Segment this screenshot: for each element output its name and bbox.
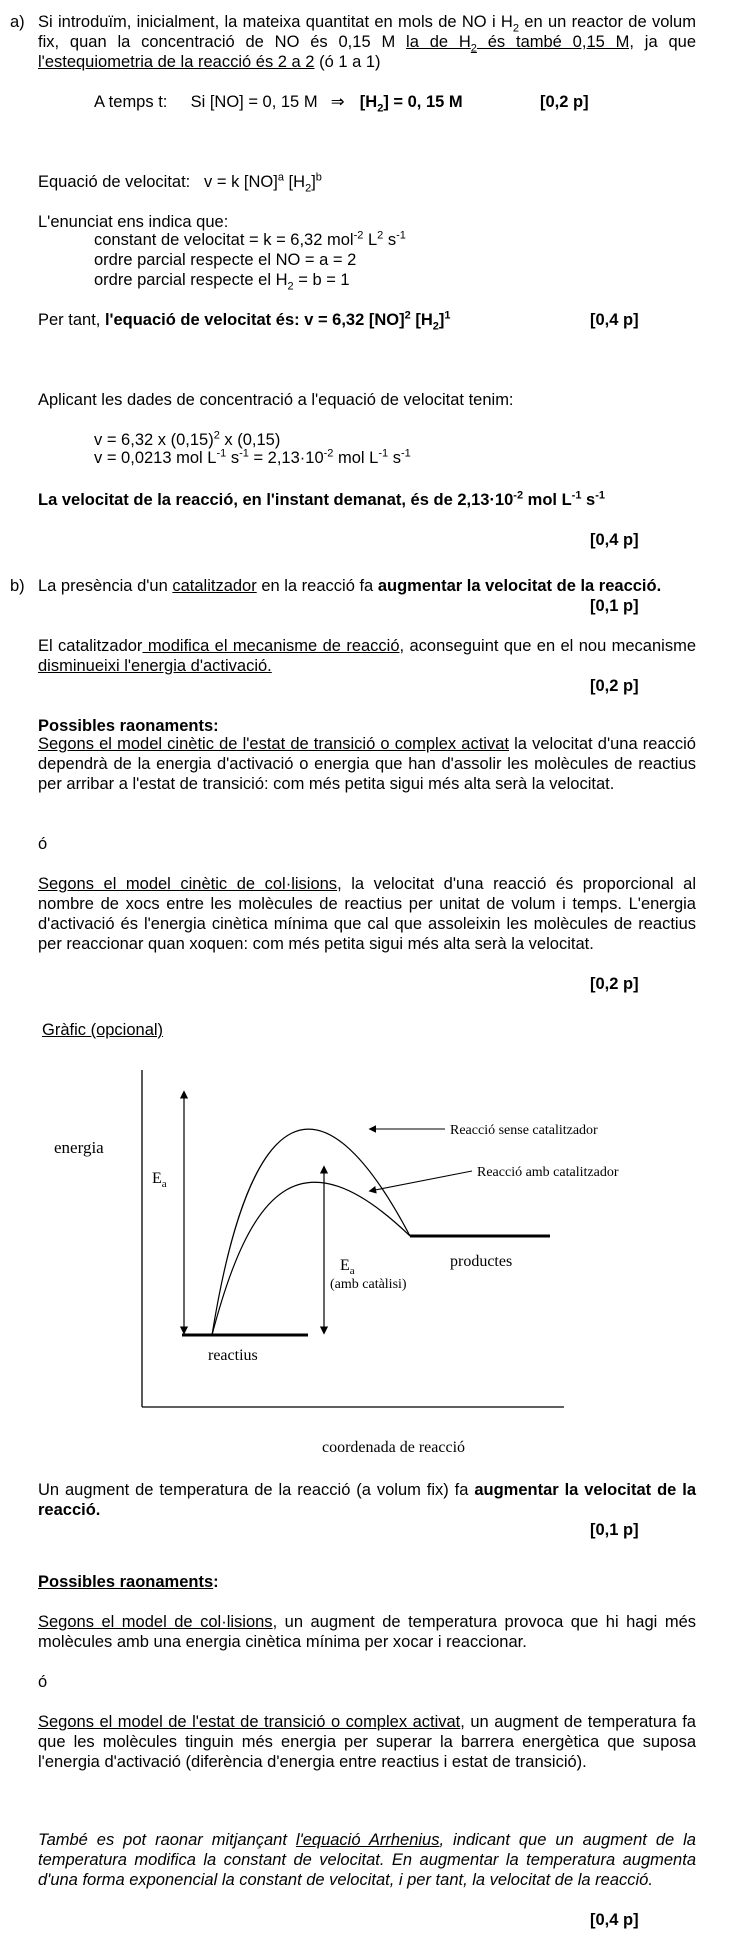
catalyst-line: La presència d'un catalitzador en la reacció fa augmentar la velocitat de la reacció. [38, 577, 662, 595]
temperature-line: Un augment de temperatura de la reacció (a volum fix) fa augmentar la velocitat de la reacció. [38, 1481, 696, 1519]
cat-curve-label: Reacció amb catalitzador [477, 1165, 619, 1180]
section-a-marker: a) [10, 13, 25, 31]
ea-label: $E_a$ [152, 1170, 167, 1190]
collision-temp-text: Segons el model de col·lisions, un augment de temperatura provoca que hi hagi més molècules amb una energia cinètica mínima per xocar i reaccionar. [38, 1613, 696, 1651]
energy-diagram [0, 1040, 742, 1460]
therefore-rate-eq: Per tant, l'equació de velocitat és: v = 6,32 [NO]$^2$ $[H_2]^1$ [38, 309, 451, 333]
reactants-label: reactius [208, 1347, 258, 1364]
collision-text: Segons el model cinètic de col·lisions, la velocitat d'una reacció és proporcional al nombre de xocs entre les molècules de reactius per unitat de volum i temps. L'energia d'activació és l'energia cinètica mínima que cal que assoleixin les molècules de reactius per reaccionar quan xoquen: com més petita sigui més alta serà la velocitat. [38, 875, 696, 953]
y-axis-label: energia [54, 1138, 104, 1157]
ea-cat-label: $E_a$ [340, 1257, 355, 1277]
order-no: ordre parcial respecte el NO = a = 2 [94, 251, 357, 269]
catalyzed-curve [212, 1182, 410, 1335]
section-b-marker: b) [10, 577, 25, 595]
applying-text: Aplicant les dades de concentració a l'equació de velocitat tenim: [38, 391, 514, 409]
or-separator-1: ó [38, 835, 48, 853]
points-a1: [0,2 p] [540, 93, 589, 111]
products-label: productes [450, 1253, 513, 1270]
points-b5: [0,4 p] [590, 1911, 639, 1929]
points-b1: [0,1 p] [590, 597, 639, 615]
uncatalyzed-curve [212, 1129, 410, 1335]
arrhenius-text: També es pot raonar mitjançant l'equació Arrhenius, indicant que un augment de la temperatura modifica la constant de velocitat. En augmentar la temperatura augmenta d'una forma exponencial la constant de velocitat, i per tant, la velocitat de la reacció. [38, 1831, 696, 1889]
rate-constant: constant de velocitat = k = 6,32 mol$^{-2}$ $L^2$ $s^{-1}$ [94, 229, 406, 249]
uncat-curve-label: Reacció sense catalitzador [450, 1123, 598, 1138]
reasoning-title: Possibles raonaments: [38, 717, 219, 735]
graph-title: Gràfic (opcional) [42, 1021, 164, 1039]
statement-intro: L'enunciat ens indica que: [38, 213, 229, 231]
section-a-intro: Si introduïm, inicialment, la mateixa quantitat en mols de NO i $H_2$ en un reactor de volum fix, quan la concentració de NO és 0,15 M la de $H_2$ és també 0,15 M, ja que l'estequiometria de la reacció és 2 a 2 (ó 1 a 1) [38, 13, 696, 71]
rate-result: La velocitat de la reacció, en l'instant demanat, és de $2,13\cdot 10^{-2}$ mol $L^{-1}$ $s^{-1}$ [38, 489, 605, 509]
points-b4: [0,1 p] [590, 1521, 639, 1539]
points-a3: [0,4 p] [590, 531, 639, 549]
x-axis-label: coordenada de reacció [322, 1439, 466, 1456]
points-a2: [0,4 p] [590, 311, 639, 329]
or-separator-2: ó [38, 1673, 48, 1691]
reasoning-title-2: Possibles raonaments: [38, 1573, 219, 1591]
rate-equation: Equació de velocitat: v = k [NO]$^a$ $[H_2]^b$ [38, 171, 322, 195]
calc-line-2: v = 0,0213 mol $L^{-1}$ $s^{-1} = 2,13\cdot 10^{-2}$ mol $L^{-1}$ $s^{-1}$ [94, 447, 411, 467]
time-condition: A temps t: Si [NO] = 0, 15 M ⇒ $[H_2] = 0$, 15 M [94, 93, 463, 115]
transition-state-text: Segons el model cinètic de l'estat de transició o complex activat la velocitat d'una reacció dependrà de la energia d'activació o energia que han d'assolir les molècules de reactius per arribar a l'estat de transició: com més petita sigui més alta serà la velocitat. [38, 735, 696, 793]
points-b3: [0,2 p] [590, 975, 639, 993]
cat-pointer-arrow [370, 1171, 472, 1191]
implies-arrow: ⇒ [330, 93, 345, 111]
calc-line-1: v = 6,32 x $(0,15)^2$ x (0,15) [94, 429, 281, 449]
mechanism-text: El catalitzador modifica el mecanisme de reacció, aconseguint que en el nou mecanisme disminueixi l'energia d'activació. [38, 637, 696, 675]
ea-cat-note: (amb catàlisi) [330, 1277, 407, 1292]
points-b2: [0,2 p] [590, 677, 639, 695]
order-h2: ordre parcial respecte el $H_2 = b = 1$ [94, 271, 350, 293]
transition-state-temp-text: Segons el model de l'estat de transició o complex activat, un augment de temperatura fa que les molècules tinguin més energia per superar la barrera energètica que suposa l'energia d'activació (diferència d'energia entre reactius i estat de transició). [38, 1713, 696, 1771]
